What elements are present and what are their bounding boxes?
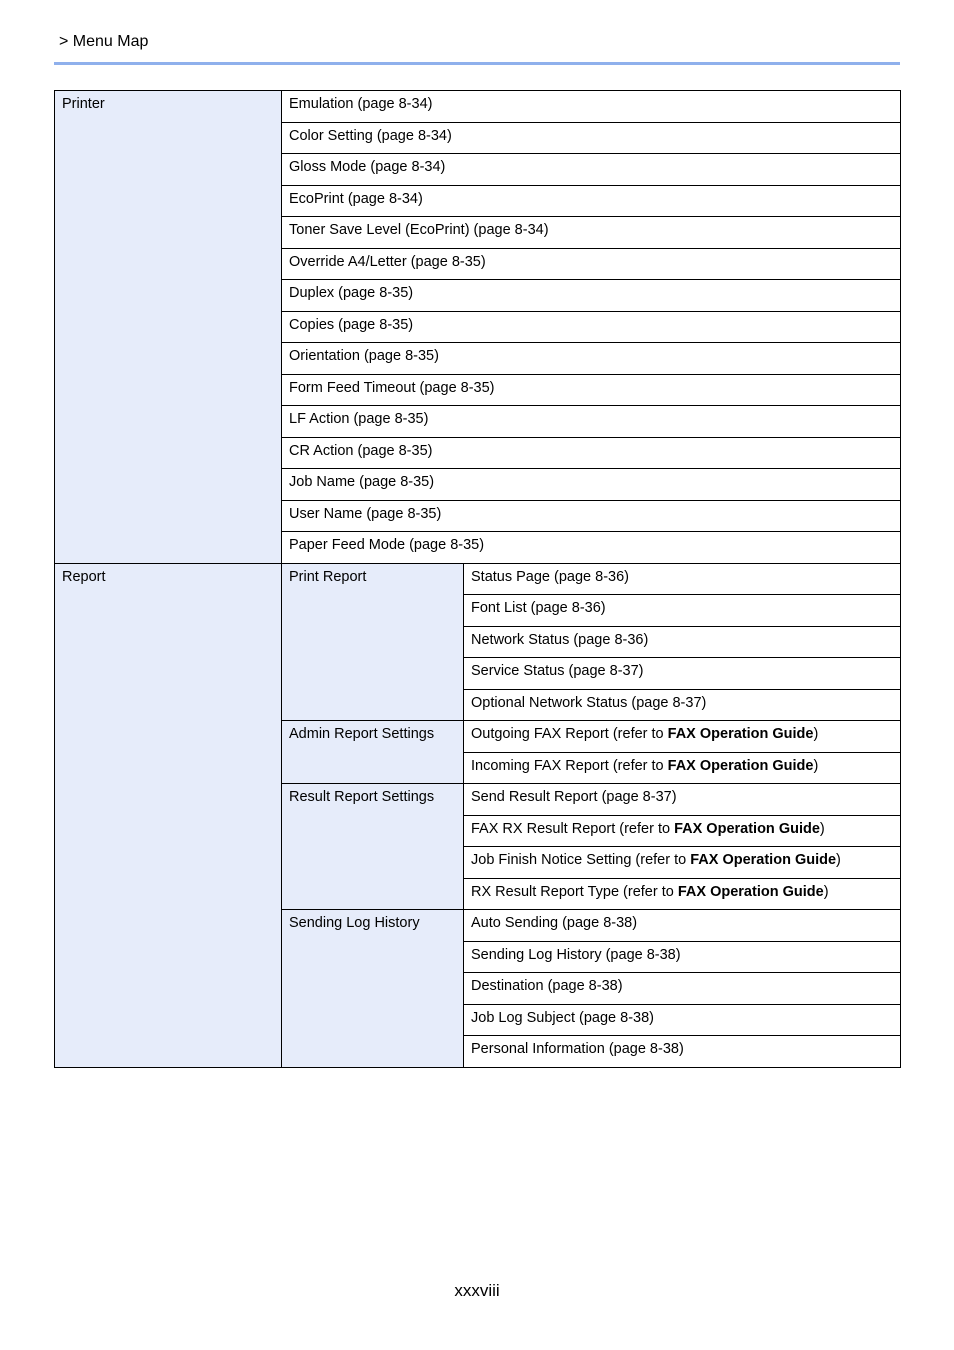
- item-text: ): [813, 757, 819, 774]
- menu-item[interactable]: Paper Feed Mode (page 8-35): [282, 532, 901, 564]
- breadcrumb: > Menu Map: [59, 33, 149, 50]
- menu-item[interactable]: Toner Save Level (EcoPrint) (page 8-34): [282, 217, 901, 249]
- menu-item[interactable]: Gloss Mode (page 8-34): [282, 154, 901, 186]
- menu-item[interactable]: [464, 815, 901, 847]
- menu-item[interactable]: [464, 752, 901, 784]
- table-row: [55, 91, 901, 123]
- menu-item[interactable]: Network Status (page 8-36): [464, 626, 901, 658]
- menu-item[interactable]: [464, 721, 901, 753]
- guide-reference: FAX Operation Guide: [677, 883, 824, 900]
- subcategory-print-report: Print Report: [282, 563, 464, 721]
- table-row: [55, 563, 901, 595]
- menu-item[interactable]: Job Name (page 8-35): [282, 469, 901, 501]
- menu-item[interactable]: [464, 878, 901, 910]
- menu-item[interactable]: Status Page (page 8-36): [464, 563, 901, 595]
- guide-reference: FAX Operation Guide: [667, 726, 814, 742]
- menu-item[interactable]: Personal Information (page 8-38): [464, 1036, 901, 1068]
- menu-item[interactable]: EcoPrint (page 8-34): [282, 185, 901, 217]
- menu-item[interactable]: Font List (page 8-36): [464, 595, 901, 627]
- menu-item[interactable]: Job Log Subject (page 8-38): [464, 1004, 901, 1036]
- menu-item[interactable]: Form Feed Timeout (page 8-35): [282, 374, 901, 406]
- menu-item[interactable]: [464, 847, 901, 879]
- menu-item[interactable]: Color Setting (page 8-34): [282, 122, 901, 154]
- item-text: Incoming FAX Report (refer to: [471, 757, 668, 774]
- item-text: ): [813, 726, 819, 742]
- item-text: ): [823, 883, 829, 900]
- menu-item[interactable]: User Name (page 8-35): [282, 500, 901, 532]
- page-number: xxxviii: [454, 1281, 500, 1300]
- subcategory-sending-log-history: Sending Log History: [282, 910, 464, 1068]
- menu-item[interactable]: Destination (page 8-38): [464, 973, 901, 1005]
- menu-item[interactable]: Auto Sending (page 8-38): [464, 910, 901, 942]
- menu-item[interactable]: Override A4/Letter (page 8-35): [282, 248, 901, 280]
- guide-reference: FAX Operation Guide: [674, 820, 820, 837]
- menu-item[interactable]: Copies (page 8-35): [282, 311, 901, 343]
- item-text: RX Result Report Type (refer to: [471, 883, 678, 900]
- subcategory-admin-report-settings: Admin Report Settings: [282, 721, 464, 784]
- menu-item[interactable]: Sending Log History (page 8-38): [464, 941, 901, 973]
- menu-item[interactable]: Optional Network Status (page 8-37): [464, 689, 901, 721]
- menu-item[interactable]: Service Status (page 8-37): [464, 658, 901, 690]
- category-report: Report: [55, 563, 282, 1067]
- category-printer: Printer: [55, 91, 282, 564]
- item-text: ): [836, 852, 841, 868]
- guide-reference: FAX Operation Guide: [690, 852, 837, 868]
- header-divider: [54, 62, 900, 65]
- menu-item[interactable]: LF Action (page 8-35): [282, 406, 901, 438]
- menu-item[interactable]: Duplex (page 8-35): [282, 280, 901, 312]
- item-text: Outgoing FAX Report (refer to: [471, 726, 668, 742]
- menu-map-table: [54, 90, 901, 1068]
- menu-item[interactable]: Emulation (page 8-34): [282, 91, 901, 123]
- guide-reference: FAX Operation Guide: [667, 757, 814, 774]
- menu-item[interactable]: Send Result Report (page 8-37): [464, 784, 901, 816]
- subcategory-result-report-settings: Result Report Settings: [282, 784, 464, 910]
- item-text: ): [819, 820, 825, 837]
- menu-item[interactable]: Orientation (page 8-35): [282, 343, 901, 375]
- menu-item[interactable]: CR Action (page 8-35): [282, 437, 901, 469]
- item-text: Job Finish Notice Setting (refer to: [471, 852, 691, 868]
- item-text: FAX RX Result Report (refer to: [471, 820, 675, 837]
